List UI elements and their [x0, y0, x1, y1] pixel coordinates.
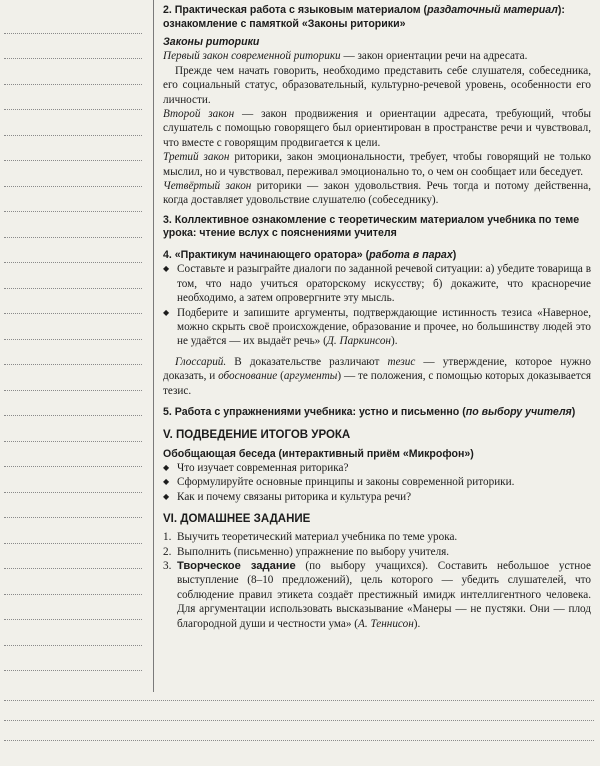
note-line — [4, 160, 142, 161]
note-line — [4, 390, 142, 391]
note-line — [4, 517, 142, 518]
law-3: Третий закон риторики, закон эмоциональности, требует, чтобы говорящий не только мыслил, но и чувствовал, переживал эмоционально то, о чем он сообщает или беседует. — [163, 151, 591, 178]
note-line — [4, 492, 142, 493]
note-line — [4, 441, 142, 442]
questions-list — [163, 461, 591, 504]
law-4: Четвёртый закон риторики — закон удовольствия. Речь тогда и потому действенна, когда доставляет удовольствие слушателю (собеседнику). — [163, 180, 591, 207]
law-2: Второй закон — закон продвижения и ориентации адресата, требующий, чтобы слушатель с помощью говорящего был ориентирован в пространстве речи и чувствовал, что вместе с говорящим продвигается к цели. — [163, 108, 591, 149]
note-line — [4, 109, 142, 110]
section-4-heading: 4. «Практикум начинающего оратора» (работа в парах) — [163, 248, 457, 261]
list-item: ◆ Что изучает современная риторика? — [163, 461, 591, 475]
note-line — [4, 186, 142, 187]
section-v-subheading: Обобщающая беседа (интерактивный приём «Микрофон») — [163, 447, 474, 460]
note-line — [4, 211, 142, 212]
note-line — [4, 288, 142, 289]
note-line — [4, 262, 142, 263]
note-line — [4, 135, 142, 136]
practice-list — [163, 262, 591, 348]
note-line — [4, 84, 142, 85]
list-item: ◆ Составьте и разыграйте диалоги по заданной речевой ситуации: а) убедите товарища в том, что надо учиться ораторскому искусству; б) докажите, что красноречие необходимо, а затем опровергните эту мысль. — [163, 262, 591, 305]
note-line — [4, 364, 142, 365]
law-1: Первый закон современной риторики — закон ориентации речи на адресата. — [163, 50, 528, 63]
list-item: 2. Выполнить (письменно) упражнение по выбору учителя. — [163, 545, 450, 558]
note-line — [4, 33, 142, 34]
note-line — [4, 720, 594, 721]
lesson-content — [163, 4, 591, 631]
list-item: ◆ Как и почему связаны риторика и культура речи? — [163, 490, 591, 504]
laws-subtitle: Законы риторики — [163, 36, 260, 48]
list-item: 3. Творческое задание (по выбору учащихся). Составить небольшое устное выступление (8–10 предложений), цель которого — убедить слушателей, что соблюдение правил этикета создаёт престижный имидж интеллигентного человека. Для аргументации использовать высказывание «Манеры — не пустяки. Они — плод благородной души и честности ума» (А. Теннисон). — [163, 560, 591, 630]
list-item: ◆ Сформулируйте основные принципы и законы современной риторики. — [163, 475, 591, 489]
note-line — [4, 339, 142, 340]
note-line — [4, 466, 142, 467]
note-line — [4, 313, 142, 314]
section-3-heading: 3. Коллективное ознакомление с теоретическим материалом учебника по теме урока: чтение вслух с пояснениями учителя — [163, 213, 580, 240]
margin-divider — [153, 0, 154, 692]
note-line — [4, 700, 594, 701]
note-line — [4, 415, 142, 416]
glossary: Глоссарий. В доказательстве различают тезис — утверждение, которое нужно доказать, и обоснование (аргументы) — те положения, с помощью которых доказывается тезис. — [163, 355, 591, 397]
section-2-heading: 2. Практическая работа с языковым материалом (раздаточный материал): ознакомление с памяткой «Законы риторики» — [163, 4, 565, 30]
note-line — [4, 543, 142, 544]
section-vi-heading: VI. ДОМАШНЕЕ ЗАДАНИЕ — [163, 513, 311, 526]
notes-margin — [0, 0, 145, 766]
homework-list — [163, 530, 591, 631]
list-item: 1. Выучить теоретический материал учебника по теме урока. — [163, 531, 458, 544]
note-line — [4, 58, 142, 59]
section-v-heading: V. ПОДВЕДЕНИЕ ИТОГОВ УРОКА — [163, 428, 351, 441]
section-5-heading: 5. Работа с упражнениями учебника: устно и письменно (по выбору учителя) — [163, 406, 576, 419]
note-line — [4, 740, 594, 741]
note-line — [4, 670, 142, 671]
list-item: ◆ Подберите и запишите аргументы, подтверждающие истинность тезиса «Наверное, можно скрыть своё происхождение, образование и прочее, но большинству людей это не удаётся — их выдаёт речь» (Д. Паркинсон). — [163, 306, 591, 349]
law-1-explanation: Прежде чем начать говорить, необходимо представить себе слушателя, собеседника, его социальный статус, образовательный, культурно-речевой уровень, особенности его личности. — [163, 64, 591, 106]
note-line — [4, 594, 142, 595]
note-line — [4, 568, 142, 569]
note-line — [4, 619, 142, 620]
note-line — [4, 237, 142, 238]
note-line — [4, 645, 142, 646]
